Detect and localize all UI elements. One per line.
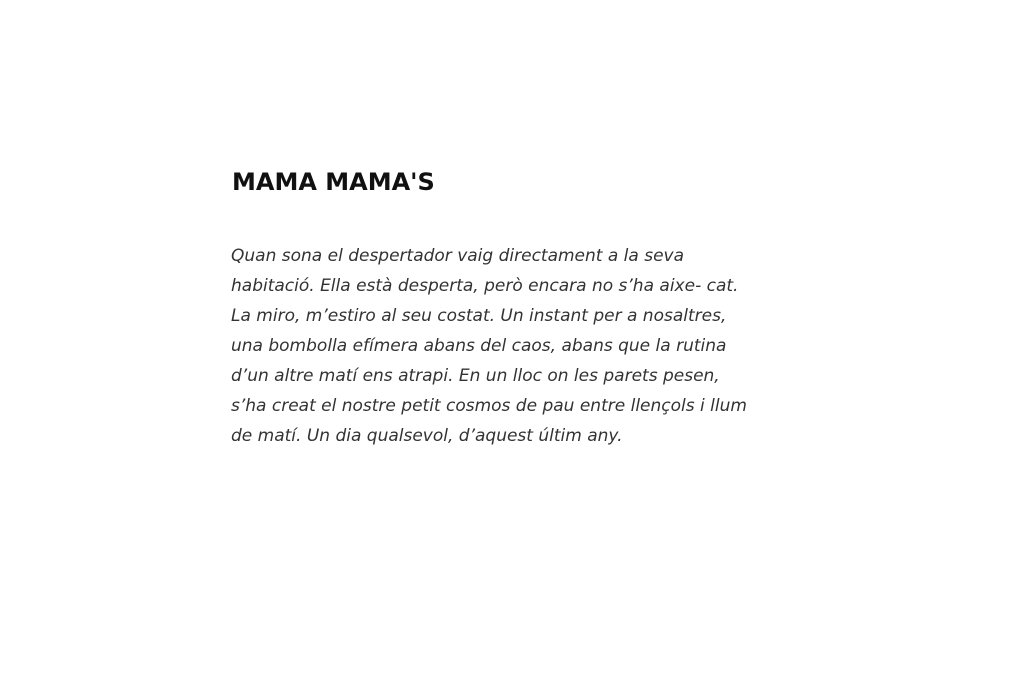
body-paragraph [231, 241, 811, 451]
paragraph-line: La miro, m’estiro al seu costat. Un instant per a nosaltres, [231, 306, 727, 326]
paragraph-line: s’ha creat el nostre petit cosmos de pau entre llençols i llum [231, 396, 747, 416]
paragraph-line: de matí. Un dia qualsevol, d’aquest últim any. [231, 426, 623, 446]
paragraph-line: habitació. Ella està desperta, però encara no s’ha aixe- cat. [231, 276, 739, 296]
paragraph-line: Quan sona el despertador vaig directament a la seva [231, 246, 685, 266]
paragraph-line: d’un altre matí ens atrapi. En un lloc on les parets pesen, [231, 366, 720, 386]
paragraph-line: una bombolla efímera abans del caos, abans que la rutina [231, 336, 727, 356]
page-title: MAMA MAMA'S [232, 168, 435, 196]
